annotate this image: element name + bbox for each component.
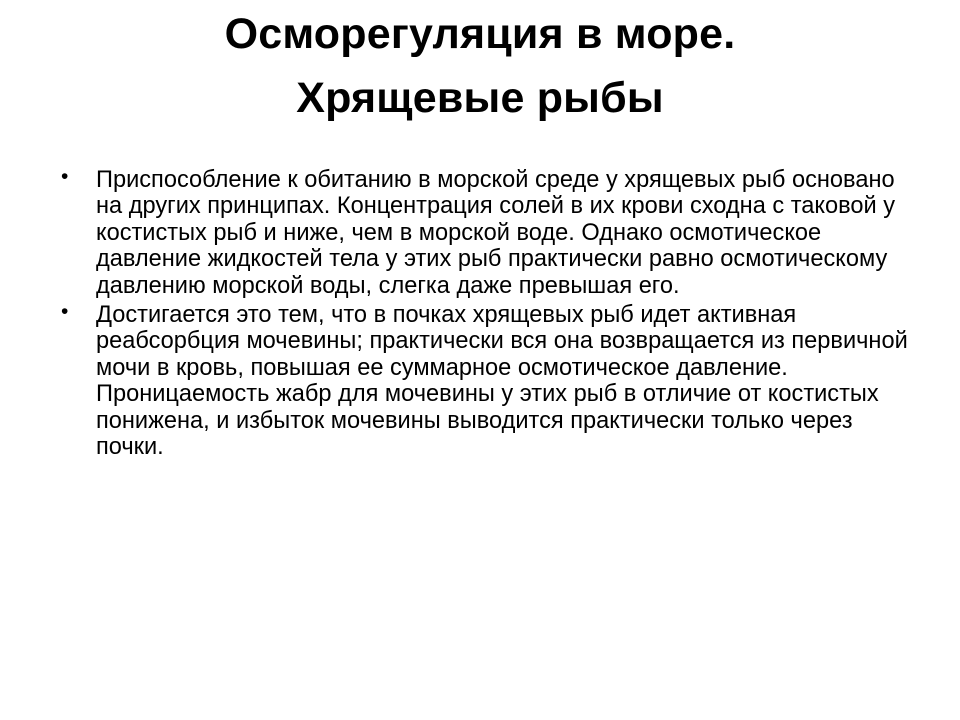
bullet-marker: • [61,300,69,324]
bullet-list [54,167,914,463]
slide-title-line-1: Осморегуляция в море. [224,10,736,58]
bullet-item [54,302,914,460]
bullet-marker: • [61,165,69,188]
bullet-item [54,167,914,299]
bullet-text: Приспособление к обитанию в морской среде у хрящевых рыб основано на других принципах. Концентрация солей в их крови сходна с таковой у костистых рыб и ниже, чем в морской воде. Однако осмотическое давление жидкостей тела у этих рыб практически равно осмотическому давлению морской воды, слегка даже превышая его. [96,167,896,299]
slide-title-line-2: Хрящевые рыбы [296,74,664,122]
slide-title [40,2,920,130]
bullet-text: Достигается это тем, что в почках хрящевых рыб идет активная реабсорбция мочевины; практически вся она возвращается из первичной мочи в кровь, повышая ее суммарное осмотическое давление. Проницаемость жабр для мочевины у этих рыб в отличие от костистых понижена, и избыток мочевины выводится практически только через почки. [96,302,908,461]
